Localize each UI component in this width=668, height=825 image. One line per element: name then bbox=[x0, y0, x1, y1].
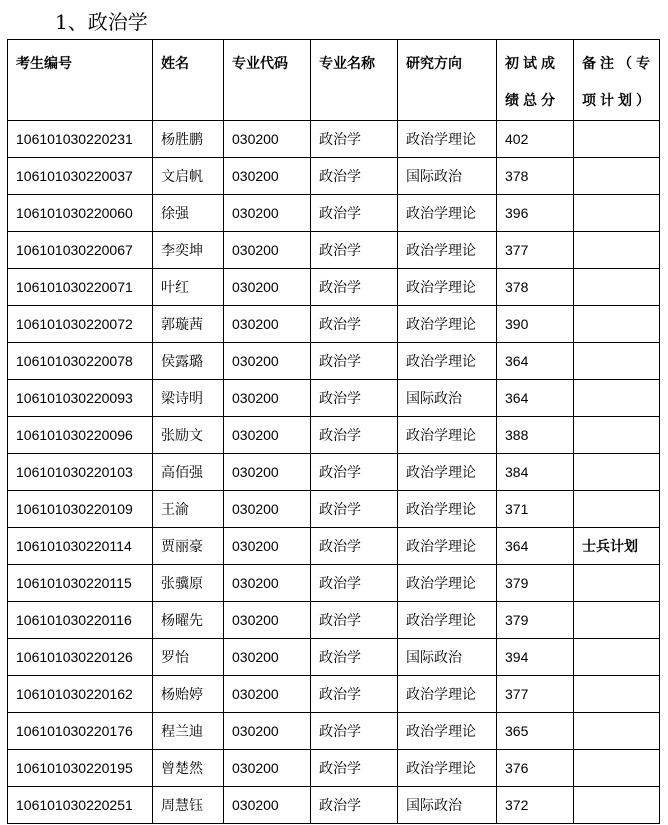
cell-initial-score: 388 bbox=[497, 417, 574, 454]
cell-major-code: 030200 bbox=[224, 750, 311, 787]
cell-initial-score: 365 bbox=[497, 713, 574, 750]
cell-initial-score: 379 bbox=[497, 602, 574, 639]
cell-exam-id: 106101030220116 bbox=[8, 602, 153, 639]
cell-research-direction: 政治学理论 bbox=[398, 676, 497, 713]
header-major-code: 专业代码 bbox=[224, 40, 311, 121]
cell-major-code: 030200 bbox=[224, 713, 311, 750]
cell-research-direction: 政治学理论 bbox=[398, 713, 497, 750]
cell-exam-id: 106101030220162 bbox=[8, 676, 153, 713]
table-row bbox=[8, 750, 660, 787]
table-header-row bbox=[8, 40, 660, 121]
cell-research-direction: 政治学理论 bbox=[398, 121, 497, 158]
cell-exam-id: 106101030220072 bbox=[8, 306, 153, 343]
cell-major-code: 030200 bbox=[224, 602, 311, 639]
cell-research-direction: 政治学理论 bbox=[398, 232, 497, 269]
cell-research-direction: 政治学理论 bbox=[398, 269, 497, 306]
cell-note bbox=[574, 676, 660, 713]
cell-exam-id: 106101030220060 bbox=[8, 195, 153, 232]
table-row bbox=[8, 491, 660, 528]
cell-initial-score: 402 bbox=[497, 121, 574, 158]
cell-exam-id: 106101030220067 bbox=[8, 232, 153, 269]
cell-major-name: 政治学 bbox=[311, 195, 398, 232]
cell-major-name: 政治学 bbox=[311, 750, 398, 787]
cell-note bbox=[574, 269, 660, 306]
table-row bbox=[8, 565, 660, 602]
header-major-name: 专业名称 bbox=[311, 40, 398, 121]
cell-note bbox=[574, 343, 660, 380]
cell-research-direction: 政治学理论 bbox=[398, 454, 497, 491]
cell-major-code: 030200 bbox=[224, 121, 311, 158]
cell-exam-id: 106101030220103 bbox=[8, 454, 153, 491]
cell-major-name: 政治学 bbox=[311, 639, 398, 676]
cell-note bbox=[574, 639, 660, 676]
cell-exam-id: 106101030220093 bbox=[8, 380, 153, 417]
table-row bbox=[8, 269, 660, 306]
table-row bbox=[8, 639, 660, 676]
cell-major-name: 政治学 bbox=[311, 232, 398, 269]
cell-major-code: 030200 bbox=[224, 676, 311, 713]
cell-exam-id: 106101030220114 bbox=[8, 528, 153, 565]
cell-major-code: 030200 bbox=[224, 639, 311, 676]
cell-note bbox=[574, 454, 660, 491]
cell-name: 梁诗明 bbox=[153, 380, 224, 417]
cell-exam-id: 106101030220176 bbox=[8, 713, 153, 750]
cell-note bbox=[574, 232, 660, 269]
cell-name: 贾丽豪 bbox=[153, 528, 224, 565]
cell-major-name: 政治学 bbox=[311, 713, 398, 750]
cell-major-name: 政治学 bbox=[311, 787, 398, 824]
cell-exam-id: 106101030220037 bbox=[8, 158, 153, 195]
table-row bbox=[8, 343, 660, 380]
cell-note bbox=[574, 417, 660, 454]
cell-initial-score: 396 bbox=[497, 195, 574, 232]
cell-note bbox=[574, 380, 660, 417]
cell-exam-id: 106101030220078 bbox=[8, 343, 153, 380]
cell-name: 侯露璐 bbox=[153, 343, 224, 380]
cell-research-direction: 国际政治 bbox=[398, 787, 497, 824]
cell-major-code: 030200 bbox=[224, 454, 311, 491]
cell-name: 张励文 bbox=[153, 417, 224, 454]
cell-major-code: 030200 bbox=[224, 787, 311, 824]
cell-major-code: 030200 bbox=[224, 158, 311, 195]
cell-initial-score: 379 bbox=[497, 565, 574, 602]
cell-major-name: 政治学 bbox=[311, 565, 398, 602]
cell-major-name: 政治学 bbox=[311, 676, 398, 713]
header-note: 备注（专项计划） bbox=[574, 40, 660, 121]
admission-table bbox=[7, 39, 660, 824]
cell-initial-score: 377 bbox=[497, 676, 574, 713]
cell-research-direction: 政治学理论 bbox=[398, 195, 497, 232]
cell-name: 徐强 bbox=[153, 195, 224, 232]
section-title: 1、政治学 bbox=[55, 10, 148, 34]
cell-note bbox=[574, 158, 660, 195]
cell-major-code: 030200 bbox=[224, 528, 311, 565]
table-row bbox=[8, 713, 660, 750]
cell-major-name: 政治学 bbox=[311, 528, 398, 565]
cell-major-code: 030200 bbox=[224, 195, 311, 232]
cell-exam-id: 106101030220251 bbox=[8, 787, 153, 824]
cell-major-name: 政治学 bbox=[311, 491, 398, 528]
cell-major-code: 030200 bbox=[224, 565, 311, 602]
cell-note bbox=[574, 306, 660, 343]
cell-name: 罗怡 bbox=[153, 639, 224, 676]
cell-major-name: 政治学 bbox=[311, 380, 398, 417]
cell-major-code: 030200 bbox=[224, 380, 311, 417]
table-row bbox=[8, 602, 660, 639]
table-row bbox=[8, 306, 660, 343]
cell-exam-id: 106101030220115 bbox=[8, 565, 153, 602]
cell-research-direction: 政治学理论 bbox=[398, 602, 497, 639]
cell-initial-score: 376 bbox=[497, 750, 574, 787]
cell-exam-id: 106101030220195 bbox=[8, 750, 153, 787]
cell-name: 郭璇茜 bbox=[153, 306, 224, 343]
cell-name: 叶红 bbox=[153, 269, 224, 306]
cell-initial-score: 394 bbox=[497, 639, 574, 676]
cell-research-direction: 政治学理论 bbox=[398, 417, 497, 454]
cell-research-direction: 政治学理论 bbox=[398, 565, 497, 602]
cell-initial-score: 390 bbox=[497, 306, 574, 343]
cell-name: 曾楚然 bbox=[153, 750, 224, 787]
table-row bbox=[8, 121, 660, 158]
cell-initial-score: 377 bbox=[497, 232, 574, 269]
cell-exam-id: 106101030220096 bbox=[8, 417, 153, 454]
cell-research-direction: 国际政治 bbox=[398, 639, 497, 676]
cell-note bbox=[574, 602, 660, 639]
cell-note bbox=[574, 565, 660, 602]
cell-name: 高佰强 bbox=[153, 454, 224, 491]
cell-note bbox=[574, 713, 660, 750]
cell-initial-score: 378 bbox=[497, 158, 574, 195]
cell-name: 张骥原 bbox=[153, 565, 224, 602]
header-name: 姓名 bbox=[153, 40, 224, 121]
cell-research-direction: 政治学理论 bbox=[398, 343, 497, 380]
cell-major-code: 030200 bbox=[224, 417, 311, 454]
cell-research-direction: 政治学理论 bbox=[398, 306, 497, 343]
table-row bbox=[8, 454, 660, 491]
table-row bbox=[8, 232, 660, 269]
cell-name: 李奕坤 bbox=[153, 232, 224, 269]
cell-research-direction: 政治学理论 bbox=[398, 491, 497, 528]
cell-name: 杨曜先 bbox=[153, 602, 224, 639]
cell-note bbox=[574, 750, 660, 787]
cell-research-direction: 政治学理论 bbox=[398, 528, 497, 565]
cell-exam-id: 106101030220231 bbox=[8, 121, 153, 158]
cell-major-name: 政治学 bbox=[311, 417, 398, 454]
cell-initial-score: 364 bbox=[497, 343, 574, 380]
table-body bbox=[8, 121, 660, 824]
cell-exam-id: 106101030220126 bbox=[8, 639, 153, 676]
cell-major-name: 政治学 bbox=[311, 602, 398, 639]
cell-initial-score: 384 bbox=[497, 454, 574, 491]
table-row bbox=[8, 676, 660, 713]
table-row bbox=[8, 528, 660, 565]
cell-note: 士兵计划 bbox=[574, 528, 660, 565]
cell-initial-score: 364 bbox=[497, 528, 574, 565]
cell-note bbox=[574, 121, 660, 158]
cell-research-direction: 国际政治 bbox=[398, 158, 497, 195]
cell-major-code: 030200 bbox=[224, 232, 311, 269]
cell-note bbox=[574, 787, 660, 824]
cell-research-direction: 国际政治 bbox=[398, 380, 497, 417]
cell-name: 王渝 bbox=[153, 491, 224, 528]
cell-name: 杨胜鹏 bbox=[153, 121, 224, 158]
cell-major-name: 政治学 bbox=[311, 306, 398, 343]
table-row bbox=[8, 380, 660, 417]
table-row bbox=[8, 787, 660, 824]
cell-major-name: 政治学 bbox=[311, 343, 398, 380]
table-row bbox=[8, 158, 660, 195]
header-exam-id: 考生编号 bbox=[8, 40, 153, 121]
cell-name: 杨贻婷 bbox=[153, 676, 224, 713]
cell-major-name: 政治学 bbox=[311, 158, 398, 195]
cell-major-name: 政治学 bbox=[311, 269, 398, 306]
cell-exam-id: 106101030220109 bbox=[8, 491, 153, 528]
cell-initial-score: 364 bbox=[497, 380, 574, 417]
cell-research-direction: 政治学理论 bbox=[398, 750, 497, 787]
cell-name: 文启帆 bbox=[153, 158, 224, 195]
cell-initial-score: 371 bbox=[497, 491, 574, 528]
cell-initial-score: 372 bbox=[497, 787, 574, 824]
table-row bbox=[8, 195, 660, 232]
cell-major-code: 030200 bbox=[224, 343, 311, 380]
cell-note bbox=[574, 195, 660, 232]
cell-note bbox=[574, 491, 660, 528]
cell-major-name: 政治学 bbox=[311, 454, 398, 491]
cell-initial-score: 378 bbox=[497, 269, 574, 306]
cell-major-name: 政治学 bbox=[311, 121, 398, 158]
header-initial-score: 初试成绩总分 bbox=[497, 40, 574, 121]
cell-major-code: 030200 bbox=[224, 491, 311, 528]
cell-major-code: 030200 bbox=[224, 306, 311, 343]
cell-exam-id: 106101030220071 bbox=[8, 269, 153, 306]
table-row bbox=[8, 417, 660, 454]
cell-name: 周慧钰 bbox=[153, 787, 224, 824]
cell-name: 程兰迪 bbox=[153, 713, 224, 750]
cell-major-code: 030200 bbox=[224, 269, 311, 306]
header-research-direction: 研究方向 bbox=[398, 40, 497, 121]
